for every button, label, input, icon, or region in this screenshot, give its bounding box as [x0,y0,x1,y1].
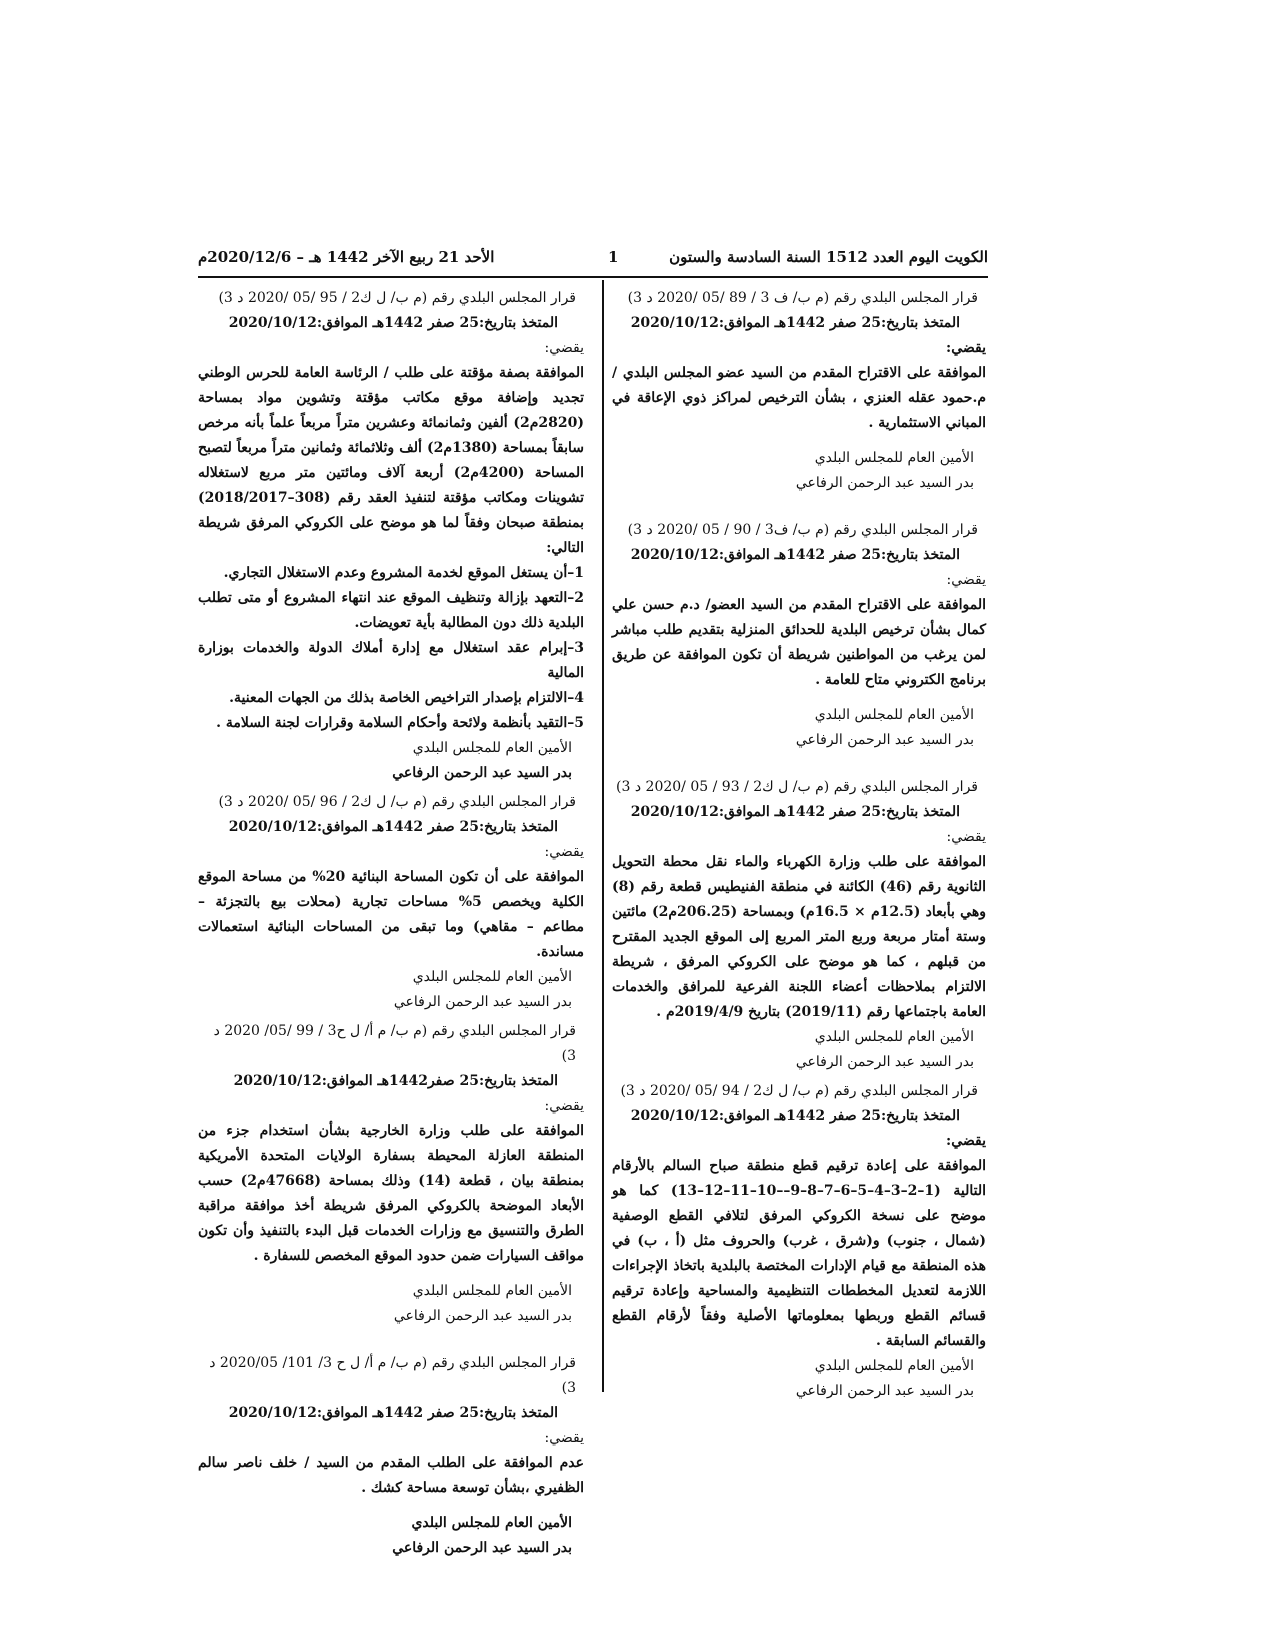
decision-date: المتخذ بتاريخ:25 صفر 1442هـ الموافق:2020/10/12 [630,315,960,331]
decision-body: الموافقة على طلب وزارة الكهرباء والماء نقل محطة التحويل الثانوية رقم (46) الكائنة في منطقة الفنيطيس قطعة رقم (8) وهي بأبعاد (12.5م × 16.5م) وبمساحة (206.25م2) مائتين وستة أمتار مربعة وربع المتر المربع إلى الموقع الجديد المقترح من قبلهم ، كما هو موضح على الكروكي المرفق ، شريطة الالتزام بملاحظات أعضاء اللجنة الفرعية للمرافق والخدمات العامة باجتماعها رقم (2019/11) بتاريخ 2019/4/9م . [612,854,986,1020]
left-column [198,286,584,1561]
condition-item: 3–إبرام عقد استغلال مع إدارة أملاك الدولة والخدمات بوزارة المالية [198,640,584,681]
decision-101 [198,1351,584,1561]
decision-decides-label: يقضي: [946,572,986,588]
page-header [198,248,988,272]
page-number: 1 [608,248,619,266]
header-issue-info: الكويت اليوم العدد 1512 السنة السادسة والستون [669,248,988,266]
decision-89 [612,286,986,496]
header-rule [198,276,988,278]
decision-decides-label: يقضي: [946,1133,986,1149]
decision-body: الموافقة على أن تكون المساحة البنائية 20% من مساحة الموقع الكلية ويخصص 5% مساحات تجارية (محلات بيع بالتجزئة – مطاعم – مقاهي) وما تبقى من المساحات البنائية استعمالات مساندة. [198,869,585,960]
decision-96 [198,790,584,1015]
decision-decides-label: يقضي: [544,340,584,356]
decision-title: قرار المجلس البلدي رقم (م ب/ م أ/ ل ح3 / 99 /05/ 2020 د 3) [213,1023,576,1064]
decision-date: المتخذ بتاريخ:25 صفر 1442هـ الموافق:2020/10/12 [228,315,558,331]
decision-decides-label: يقضي: [946,829,986,845]
decision-title: قرار المجلس البلدي رقم (م ب/ ل ك2 / 96 /05 /2020 د 3) [218,794,576,810]
decision-date: المتخذ بتاريخ:25 صفر 1442هـ الموافق:2020/10/12 [630,804,960,820]
signer-title: الأمين العام للمجلس البلدي [412,969,572,985]
signer-title: الأمين العام للمجلس البلدي [814,450,974,466]
decision-title: قرار المجلس البلدي رقم (م ب/ ف3 / 90 / 05 /2020 د 3) [627,522,978,538]
signer-title: الأمين العام للمجلس البلدي [412,1283,572,1299]
decision-title: قرار المجلس البلدي رقم (م ب/ ل ك2 / 94 /05 /2020 د 3) [620,1083,978,1099]
decision-body: الموافقة على إعادة ترقيم قطع منطقة صباح السالم بالأرقام التالية (1–2–3–4–5–6–7–8–9––10–11–12–13) كما هو موضح على نسخة الكروكي المرفق لتلافي القطع الوصفية (شمال ، جنوب) و(شرق ، غرب) والحروف مثل (أ ، ب) في هذه المنطقة مع قيام الإدارات المختصة بالبلدية باتخاذ الإجراءات اللازمة لتعديل المخططات التنظيمية والمساحية وإعادة ترقيم قسائم القطع وربطها بمعلوماتها الأصلية وفقاً لأرقام القطع والقسائم السابقة . [612,1158,986,1349]
column-divider [602,280,604,1392]
signer-name: بدر السيد عبد الرحمن الرفاعي [795,1054,974,1070]
decision-body: الموافقة بصفة مؤقتة على طلب / الرئاسة العامة للحرس الوطني تجديد وإضافة موقع مكاتب مؤقتة وتشوين مواد بمساحة (2820م2) ألفين وثمانمائة وعشرين متراً مربعاً علماً بأنه مرخص سابقاً بمساحة (1380م2) ألف وثلاثمائة وثمانين متراً مربعاً لتصبح المساحة (4200م2) أربعة آلاف ومائتين متر مربع لاستغلاله تشوينات ومكاتب مؤقتة لتنفيذ العقد رقم (308–2018/2017) بمنطقة صبحان وفقاً لما هو موضح على الكروكي المرفق شريطة التالي: [198,365,584,556]
decision-date: المتخذ بتاريخ:25 صفر 1442هـ الموافق:2020/10/12 [228,1405,558,1421]
signer-title: الأمين العام للمجلس البلدي [412,740,572,756]
signer-name: بدر السيد عبد الرحمن الرفاعي [795,1383,974,1399]
decision-date: المتخذ بتاريخ:25 صفر 1442هـ الموافق:2020/10/12 [630,1108,960,1124]
decision-95 [198,286,584,786]
signer-title: الأمين العام للمجلس البلدي [411,1515,572,1531]
condition-item: 2–التعهد بإزالة وتنظيف الموقع عند انتهاء المشروع أو متى تطلب البلدية ذلك دون المطالبة بأية تعويضات. [198,590,584,631]
decision-decides-label: يقضي: [946,340,986,356]
decision-title: قرار المجلس البلدي رقم (م ب/ ف 3 / 89 /05 /2020 د 3) [627,290,978,306]
decision-99 [198,1019,584,1329]
decision-decides-label: يقضي: [544,844,584,860]
decision-94 [612,1079,986,1404]
condition-item: 1–أن يستغل الموقع لخدمة المشروع وعدم الاستغلال التجاري. [223,565,584,581]
decision-title: قرار المجلس البلدي رقم (م ب/ ل ك2 / 95 /05 /2020 د 3) [218,290,576,306]
signer-name: بدر السيد عبد الرحمن الرفاعي [392,765,572,781]
decision-decides-label: يقضي: [544,1098,584,1114]
header-date: الأحد 21 ربيع الآخر 1442 هـ – 2020/12/6م [198,248,495,266]
decision-body: الموافقة على الاقتراح المقدم من السيد عضو المجلس البلدي / م.حمود عقله العنزي ، بشأن الترخيص لمراكز ذوي الإعاقة في المباني الاستثمارية . [612,365,986,431]
decision-date: المتخذ بتاريخ:25 صفر 1442هـ الموافق:2020/10/12 [630,547,960,563]
signer-title: الأمين العام للمجلس البلدي [814,1358,974,1374]
decision-date: المتخذ بتاريخ:25 صفر 1442هـ الموافق:2020/10/12 [228,819,558,835]
decision-body: عدم الموافقة على الطلب المقدم من السيد / خلف ناصر سالم الظفيري ،بشأن توسعة مساحة كشك . [198,1455,584,1496]
decision-93 [612,775,986,1075]
signer-title: الأمين العام للمجلس البلدي [814,707,974,723]
decision-title: قرار المجلس البلدي رقم (م ب/ م أ/ ل ح 3/ 101/ 2020/05 د 3) [209,1355,576,1396]
signer-name: بدر السيد عبد الرحمن الرفاعي [795,475,974,491]
signer-name: بدر السيد عبد الرحمن الرفاعي [393,1308,572,1324]
condition-item: 5–التقيد بأنظمة ولائحة وأحكام السلامة وقرارات لجنة السلامة . [216,715,584,731]
signer-title: الأمين العام للمجلس البلدي [814,1029,974,1045]
decision-decides-label: يقضي: [544,1430,584,1446]
decision-date: المتخذ بتاريخ:25 صفر1442هـ الموافق:2020/10/12 [233,1073,558,1089]
signer-name: بدر السيد عبد الرحمن الرفاعي [795,732,974,748]
signer-name: بدر السيد عبد الرحمن الرفاعي [393,994,572,1010]
decision-90 [612,518,986,753]
right-column [612,286,986,1404]
signer-name: بدر السيد عبد الرحمن الرفاعي [392,1540,572,1556]
condition-item: 4–الالتزام بإصدار التراخيص الخاصة بذلك من الجهات المعنية. [229,690,584,706]
decision-title: قرار المجلس البلدي رقم (م ب/ ل ك2 / 93 / 05 /2020 د 3) [616,779,978,795]
decision-body: الموافقة على طلب وزارة الخارجية بشأن استخدام جزء من المنطقة العازلة المحيطة بسفارة الولايات المتحدة الأمريكية بمنطقة بيان ، قطعة (14) وذلك بمساحة (47668م2) حسب الأبعاد الموضحة بالكروكي المرفق شريطة أخذ موافقة مراقبة الطرق والتنسيق مع وزارات الخدمات قبل البدء بالتنفيذ وأن تكون مواقف السيارات ضمن حدود الموقع المخصص للسفارة . [198,1123,585,1264]
decision-body: الموافقة على الاقتراح المقدم من السيد العضو/ د.م حسن علي كمال بشأن ترخيص البلدية للحدائق المنزلية بتقديم طلب مباشر لمن يرغب من المواطنين شريطة أن تكون الموافقة عن طريق برنامج الكتروني متاح للعامة . [612,597,986,688]
